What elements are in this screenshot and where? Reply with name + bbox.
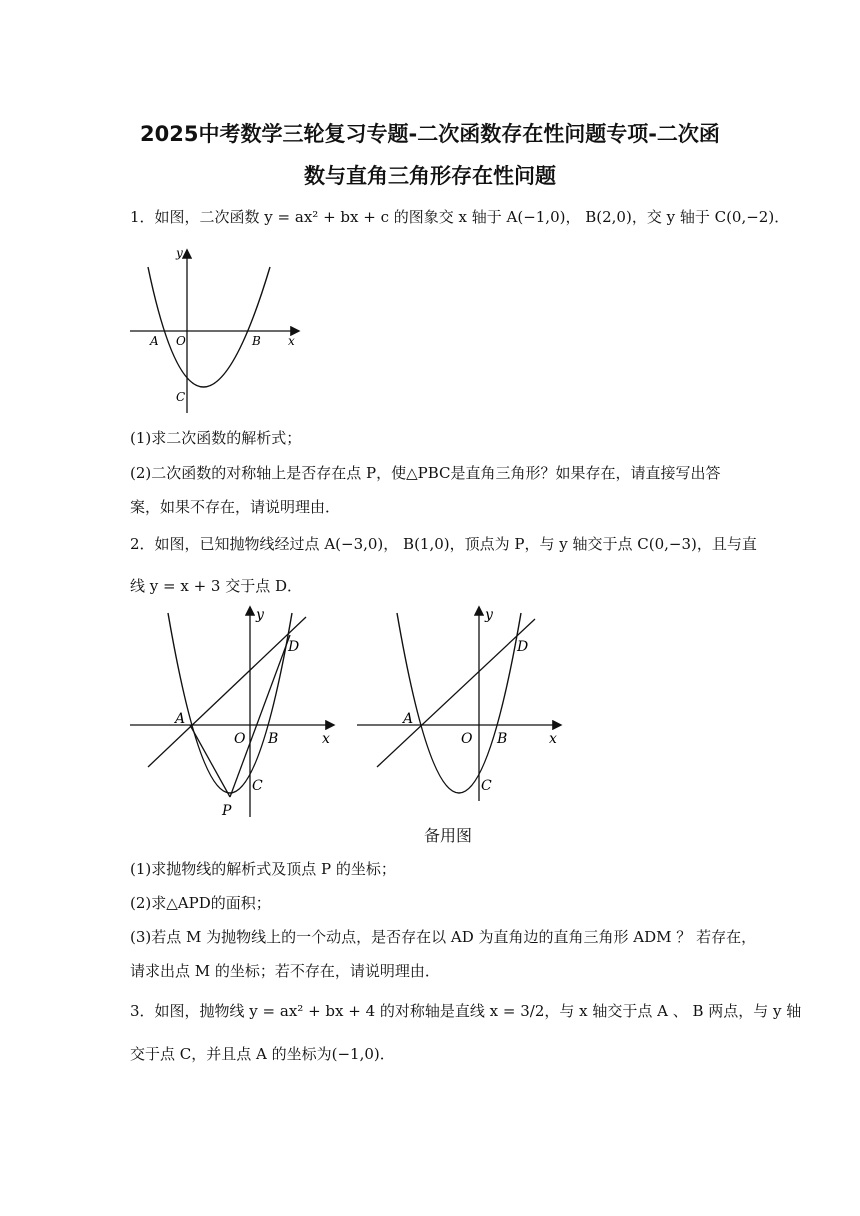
q2-stem-line1: 2．如图，已知抛物线经过点 A(−3,0)， B(1,0)，顶点为 P，与 y 轴交于点 C(0,−3)，且与直 [130,535,757,553]
q2-part1: (1)求抛物线的解析式及顶点 P 的坐标； [130,860,396,878]
q2-f1-label-x: x [322,731,330,747]
q2-stem-line2: 线 y = x + 3 交于点 D． [130,577,303,595]
q2-part2: (2)求△APD的面积； [130,894,271,912]
q2-f1-label-B: B [268,731,279,747]
q1-stem: 1．如图，二次函数 y = ax² + bx + c 的图象交 x 轴于 A(−1,0)， B(2,0)，交 y 轴于 C(0,−2)． [130,208,790,226]
q1-label-A: A [150,334,159,348]
q2-f1-label-C: C [252,778,263,794]
q1-part2-line1: (2)二次函数的对称轴上是否存在点 P，使△PBC是直角三角形？如果存在，请直接写出答 [130,464,721,482]
q2-f1-line-AD [148,617,306,767]
q1-label-x: x [288,334,295,348]
q2-f1-segment-PD [230,635,290,797]
page-title-line1: 2025中考数学三轮复习专题-二次函数存在性问题专项-二次函 [140,122,720,146]
q2-f1-parabola [168,613,292,793]
q2-f2-line-AD [377,619,535,767]
q1-part2-line2: 案，如果不存在，请说明理由． [130,498,341,516]
q1-label-C: C [176,390,186,404]
q2-f2-label-B: B [497,731,508,747]
q2-f1-label-D: D [288,639,300,655]
q3-stem-line2: 交于点 C，并且点 A 的坐标为(−1,0)． [130,1045,395,1063]
page-title-line2: 数与直角三角形存在性问题 [304,164,556,188]
q2-f1-label-A: A [175,711,186,727]
q2-f2-label-A: A [403,711,414,727]
q1-label-O: O [176,334,186,348]
q1-figure [128,245,308,415]
q2-figure-caption: 备用图 [424,826,473,845]
q1-label-B: B [252,334,261,348]
q2-f2-parabola [397,613,521,793]
q2-part3-line2: 请求出点 M 的坐标；若不存在，请说明理由． [130,962,440,980]
q2-part3-line1: (3)若点 M 为抛物线上的一个动点，是否存在以 AD 为直角边的直角三角形 ADM ？ 若存在， [130,928,757,946]
q2-figure-main [128,605,340,820]
q2-f2-label-O: O [461,731,473,747]
q1-parabola [148,267,270,387]
q1-label-y: y [176,246,183,260]
q2-f1-label-O: O [234,731,246,747]
q2-f2-label-D: D [517,639,529,655]
q1-part1: (1)求二次函数的解析式； [130,429,302,447]
q2-f1-segment-AP [190,725,230,797]
q2-f1-label-y: y [256,607,264,623]
q2-f2-label-C: C [481,778,492,794]
q2-figure-backup [355,605,567,805]
q2-f2-label-y: y [485,607,493,623]
q2-f2-label-x: x [549,731,557,747]
q3-stem-line1: 3．如图，抛物线 y = ax² + bx + 4 的对称轴是直线 x = 3/2，与 x 轴交于点 A 、 B 两点，与 y 轴 [130,1002,802,1020]
q2-f1-label-P: P [222,803,232,819]
